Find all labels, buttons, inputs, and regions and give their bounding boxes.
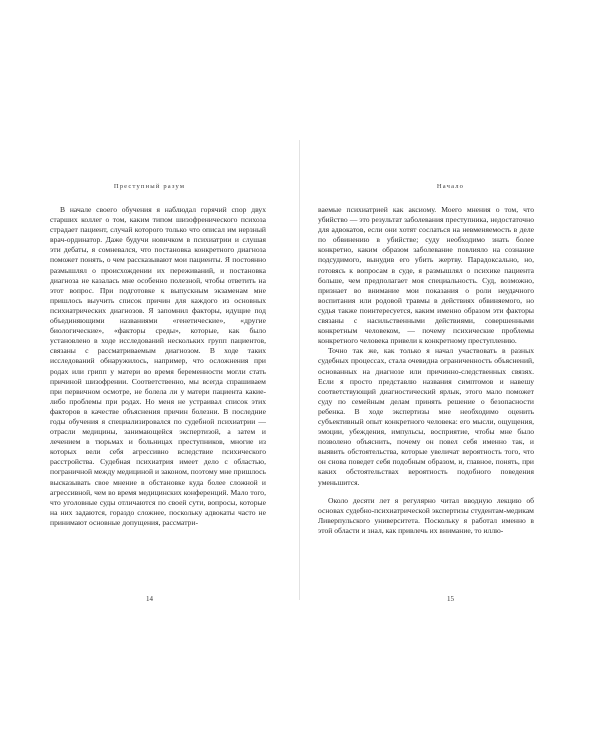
right-running-head: Начало <box>436 183 465 190</box>
right-body-text <box>318 205 534 536</box>
left-running-head: Преступный разум <box>113 183 186 190</box>
left-paragraph-1: В начале своего обучения я наблюдал горячий спор двух старших коллег о том, каким типом шизофренического психоза страдает пациент, случай которого только что описал им нерзный врач-ординатор. Даже будучи новичком в психиатрии и слушая эти дебаты, я сомневался, что постановка конкретного диагноза поможет понять, о чем рассказывают мои пациенты. Я постоянно размышлял о происхождении их переживаний, и постановка диагноза не казалась мне особенно полезной, чтобы ответить на этот вопрос. При подготовке к выпускным экзаменам мне пришлось выучить список причин для каждого из основных психиатрических диагнозов. Я запомнил факторы, идущие под объединяющими названиями «генетические», «другие биологические», «факторы среды», которые, как было установлено в ходе исследований нескольких групп пациентов, связаны с рассматриваемым диагнозом. В ходе таких исследований обнаружилось, например, что осложнения при родах или грипп у матери во время беременности могли стать причиной шизофрении. Соответственно, мы всегда спрашиваем при первичном осмотре, не болела ли у матери пациента какие-либо проблемы при родах. Но меня не устраивал список этих факторов в качестве объяснения причин болезни. В последние годы обучения я специализировался по судебной психиатрии — отрасли медицины, занимающейся экспертизой, а затем и лечением в тюрьмах и больницах преступников, многие из которых вели себя агрессивно вследствие психического расстройства. Судебная психиатрия имеет дело с областью, пограничной между медициной и законом, поэтому мне пришлось высказывать свое мнение в обстановке куда более сложной и агрессивной, чем во время медицинских конференций. Мало того, что уголовные суды отличаются по своей сути, вопросы, которые на них задаются, гораздо сложнее, поскольку адвокаты часто не принимают основные допущения, рассматри- <box>50 205 266 527</box>
left-page <box>0 0 299 750</box>
right-page <box>301 0 600 750</box>
right-paragraph-3: Около десяти лет я регулярно читал вводную лекцию об основах судебно-психиатрической экспертизы студентам-медикам Ливерпульского университета. Поскольку я работал именно в этой области и знал, как привлечь их внимание, то иллю- <box>318 495 534 535</box>
right-paragraph-2: Точно так же, как только я начал участвовать в разных судебных процессах, стала очевидна ограниченность объяснений, основанных на диагнозе или причинно-следственных связях. Если я просто представлю названия симптомов и навешу соответствующий диагностический ярлык, этого мало поможет суду по семейным делам принять решение о безопасности ребенка. В ходе экспертизы мне необходимо оценить субъективный опыт конкретного человека: его мысли, ощущения, эмоции, убеждения, импульсы, восприятие, чтобы мне было позволено объяснить, почему он повел себя именно так, и выявить обстоятельства, которые увеличат вероятность того, что он снова поведет себя подобным образом, и, главное, понять, при каких обстоятельствах вероятность подобного поведения уменьшится. <box>318 346 534 487</box>
left-page-number: 14 <box>146 595 153 603</box>
right-paragraph-1: ваемые психиатрией как аксиому. Моего мнения о том, что убийство — это результат заболевания преступника, недостаточно для адвокатов, если они хотят сослаться на невменяемость в деле по обвинению в убийстве; суду необходимо знать более конкретно, каким образом заболевание повлияло на сознание подсудимого, вынудив его убить жертву. Парадоксально, но, готовясь к вопросам в суде, я размышлял о психике пациента больше, чем предполагает моя специальность. Суд, возможно, признает во внимание мои показания о роли неудачного воспитания или родовой травмы в действиях обвиняемого, но судья также поинтересуется, каким именно образом эти факторы связаны с насильственными действиями, совершенными конкретным человеком, — почему психические проблемы конкретного человека привели к конкретному преступлению. <box>318 205 534 346</box>
gutter-divider <box>299 140 300 600</box>
left-body-text <box>50 205 266 528</box>
right-page-number: 15 <box>447 595 454 603</box>
